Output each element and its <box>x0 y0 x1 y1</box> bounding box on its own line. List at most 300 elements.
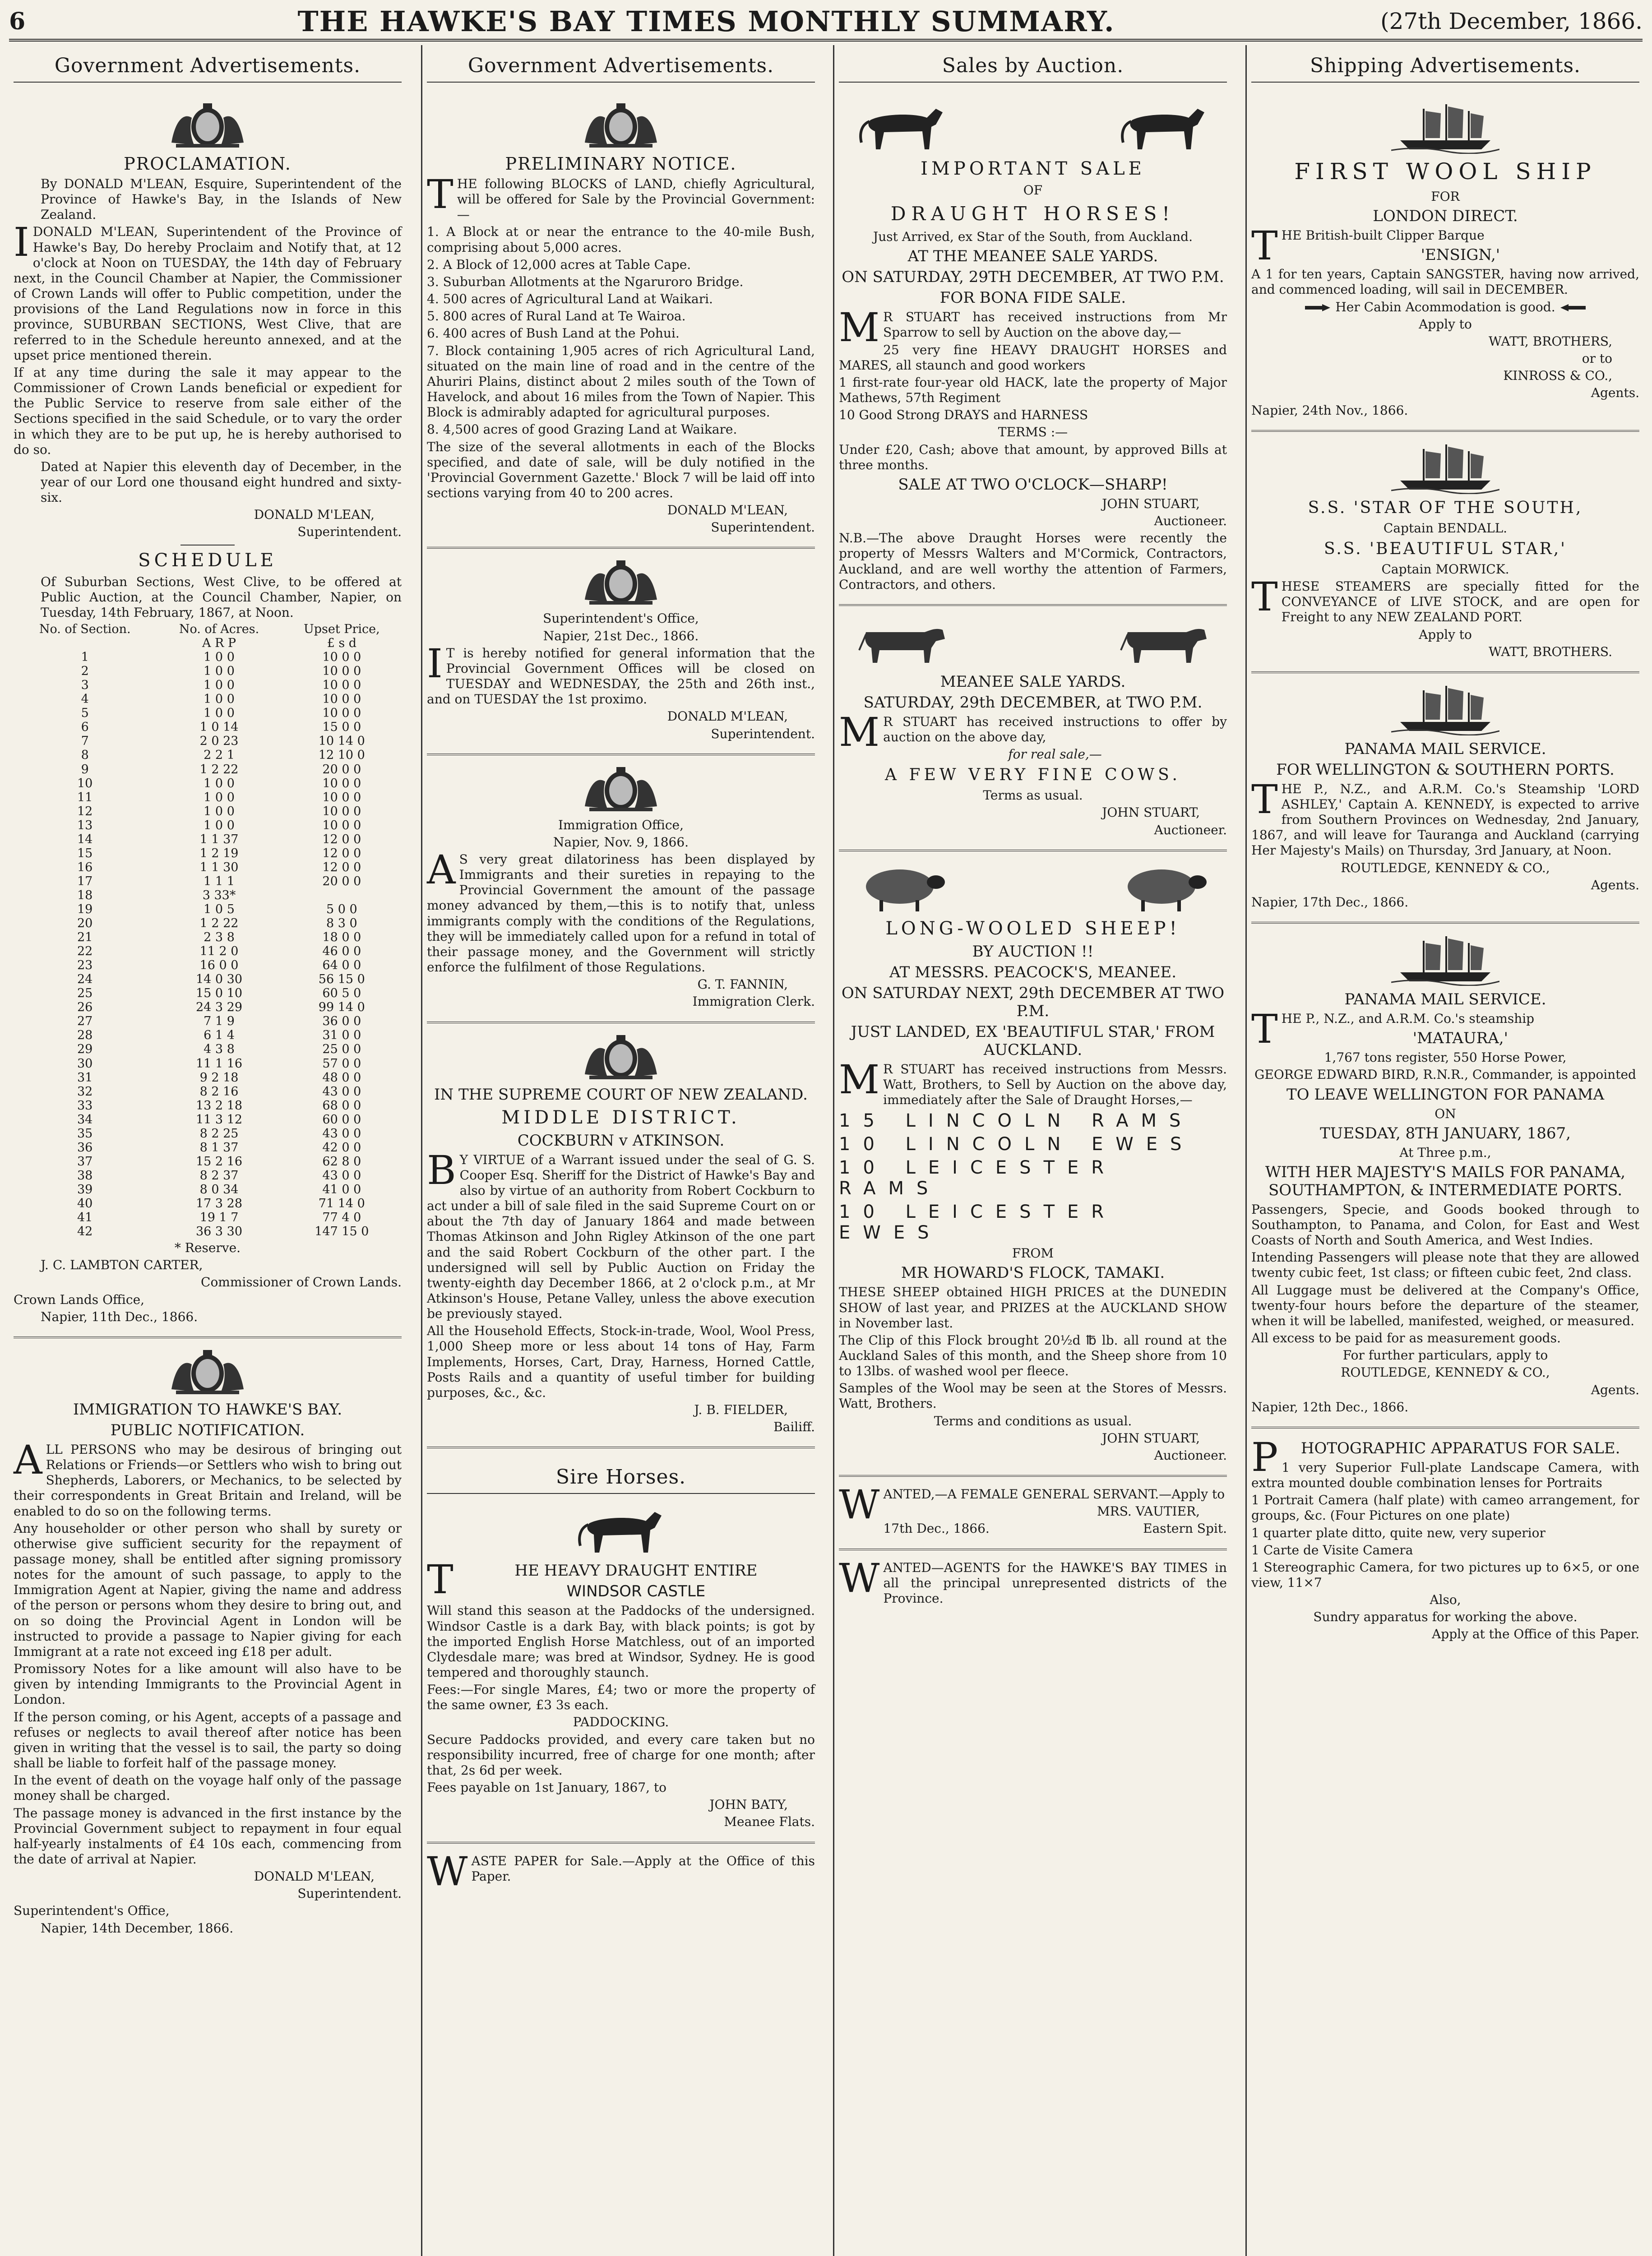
cows-sale-terms: Terms as usual. <box>983 788 1083 803</box>
horse-icon <box>852 100 952 154</box>
sire-horses-advert <box>427 1448 815 1843</box>
schedule-cell-price: 25 0 0 <box>322 1042 361 1057</box>
cows-sale-signature-title: Auctioneer. <box>1154 822 1227 837</box>
wool-ship-agents-label: Agents. <box>1591 385 1639 401</box>
schedule-cell-acres: 1 0 14 <box>199 720 239 735</box>
schedule-cell-section: 6 <box>81 720 89 735</box>
panama-2-tons: 1,767 tons register, 550 Horse Power, <box>1324 1050 1567 1065</box>
schedule-cell-price: 147 15 0 <box>315 1225 369 1239</box>
sheep-sale-date: ON SATURDAY NEXT, 29th DECEMBER AT TWO P.M. <box>841 984 1225 1020</box>
sheep-sale-title: LONG-WOOLED SHEEP! <box>885 918 1180 939</box>
schedule-cell-section: 9 <box>81 762 89 777</box>
schedule-cell-price: 43 0 0 <box>322 1168 361 1183</box>
cows-sale-title: MEANEE SALE YARDS. <box>940 672 1126 691</box>
panama-1-title: PANAMA MAIL SERVICE. <box>1344 740 1546 758</box>
schedule-cell-acres: 8 2 37 <box>199 1168 239 1183</box>
schedule-row <box>14 1141 402 1155</box>
steamship-icon <box>1391 681 1499 735</box>
panama-2-mails: WITH HER MAJESTY'S MAILS FOR PANAMA, SOUTHAMPTON, & INTERMEDIATE PORTS. <box>1265 1163 1626 1199</box>
immigration-signature: DONALD M'LEAN, <box>254 1869 375 1884</box>
draught-horse-sale <box>839 92 1227 606</box>
column-heading: Government Advertisements. <box>14 45 402 83</box>
waste-paper-body: WASTE PAPER for Sale.—Apply at the Office of this Paper. <box>427 1848 815 1895</box>
schedule-cell-acres: 1 0 0 <box>204 678 235 693</box>
schedule-cell-price: 60 5 0 <box>322 986 361 1001</box>
preliminary-item-1: 1. A Block at or near the entrance to the 40-mile Bush, comprising about 5,000 acres. <box>427 224 815 255</box>
schedule-header-price: Upset Price, <box>303 622 380 637</box>
schedule-row <box>14 1071 402 1085</box>
immigration-p1: ALL PERSONS who may be desirous of bringing out Relations or Friends—or Settlers who wish to bring out Shepherds, Laborers, or Mechanics, to be selected by their correspondents in Great Britain and Ireland, will be enabled to do so on the following terms. <box>14 1436 402 1519</box>
schedule-cell-section: 18 <box>77 888 93 902</box>
royal-crest-icon <box>571 100 671 149</box>
schedule-cell-section: 25 <box>77 986 93 1001</box>
preliminary-item-4: 4. 500 acres of Agricultural Land at Waikari. <box>427 291 713 307</box>
sheep-stock-list <box>839 1110 1227 1243</box>
schedule-cell-section: 16 <box>77 860 93 874</box>
schedule-cell-price <box>282 888 402 902</box>
wool-ship-title: FIRST WOOL SHIP <box>1294 158 1596 185</box>
schedule-cell-section: 33 <box>77 1098 93 1113</box>
schedule-cell-acres: 1 1 30 <box>199 860 239 874</box>
schedule-cell-price: 20 0 0 <box>322 762 361 777</box>
horse-icon <box>571 1503 671 1557</box>
schedule-row <box>14 1225 402 1239</box>
panama-mail-2 <box>1251 924 1639 1428</box>
offices-closed-signature: DONALD M'LEAN, <box>667 709 788 724</box>
schedule-cell-acres: 16 0 0 <box>199 958 239 973</box>
panama-2-date: TUESDAY, 8TH JANUARY, 1867, <box>1320 1124 1571 1142</box>
waste-paper-advert <box>427 1844 815 1896</box>
panama-2-apply: For further particulars, apply to <box>1342 1348 1548 1363</box>
wool-ship-for: FOR <box>1431 189 1460 204</box>
schedule-cell-acres: 1 0 0 <box>204 790 235 804</box>
draught-sale-subject: DRAUGHT HORSES! <box>890 203 1175 225</box>
preliminary-item-8: 8. 4,500 acres of good Grazing Land at Waikare. <box>427 422 737 437</box>
schedule-row <box>14 888 402 902</box>
schedule-row <box>14 916 402 930</box>
schedule-cell-section: 21 <box>77 930 93 945</box>
schedule-cell-price: 10 0 0 <box>322 678 361 693</box>
schedule-cell-section: 17 <box>77 874 93 888</box>
wool-ship-date: Napier, 24th Nov., 1866. <box>1251 402 1408 418</box>
schedule-cell-acres: 14 0 30 <box>195 972 243 987</box>
schedule-row <box>14 650 402 664</box>
schedule-cell-price: 10 0 0 <box>322 692 361 707</box>
sheep-sale-body: MR STUART has received instructions from Messrs. Watt, Brothers, to Sell by Auction on the above day, immediately after the Sale of Draught Horses,— <box>839 1056 1227 1108</box>
schedule-row <box>14 832 402 846</box>
schedule-cell-section: 13 <box>77 818 93 832</box>
panama-2-on: ON <box>1435 1106 1456 1121</box>
preliminary-signature: DONALD M'LEAN, <box>667 503 788 518</box>
offices-closed-date: Napier, 21st Dec., 1866. <box>543 628 699 643</box>
schedule-cell-acres: 8 0 34 <box>199 1182 239 1197</box>
immigration-office-notice <box>427 755 815 1023</box>
immigration-subtitle: PUBLIC NOTIFICATION. <box>110 1421 305 1439</box>
issue-date: (27th December, 1866. <box>1380 8 1643 34</box>
sheep-icon <box>1114 860 1213 914</box>
sheep-sale-signature-title: Auctioneer. <box>1154 1447 1227 1463</box>
steamer-1-name: S.S. 'STAR OF THE SOUTH, <box>1308 498 1583 517</box>
schedule-row <box>14 986 402 1000</box>
photographic-apparatus-advert <box>1251 1428 1639 1654</box>
preliminary-title: PRELIMINARY NOTICE. <box>505 154 737 174</box>
schedule-cell-price: 31 0 0 <box>322 1028 361 1043</box>
schedule-cell-acres: 1 2 19 <box>199 846 239 860</box>
schedule-cell-acres: 1 0 0 <box>204 706 235 721</box>
sheep-sale-by: BY AUCTION !! <box>972 942 1094 961</box>
schedule-cell-acres: 1 1 1 <box>204 874 235 888</box>
schedule-signer-title: Commissioner of Crown Lands. <box>201 1275 402 1290</box>
schedule-cell-section: 23 <box>77 958 93 973</box>
proclamation-dated: Dated at Napier this eleventh day of December, in the year of our Lord one thousand eight hundred and sixty-six. <box>41 459 402 505</box>
steamers-body: THESE STEAMERS are specially fitted for the CONVEYANCE of LIVE STOCK, and are open for Freight to any NEW ZEALAND PORT. <box>1251 573 1639 625</box>
photo-title: PHOTOGRAPHIC APPARATUS FOR SALE. <box>1251 1433 1620 1480</box>
steamer-2-name: S.S. 'BEAUTIFUL STAR,' <box>1323 539 1567 558</box>
cows-sale-body: MR STUART has received instructions to offer by auction on the above day, <box>839 708 1227 755</box>
steamship-icon <box>1391 932 1499 986</box>
draught-sale-lot-3: 10 Good Strong DRAYS and HARNESS <box>839 407 1088 423</box>
immigration-office-date: Napier, Nov. 9, 1866. <box>553 834 689 850</box>
schedule-place-date: Napier, 11th Dec., 1866. <box>41 1309 198 1324</box>
wool-ship-cabin <box>1251 300 1639 315</box>
draught-sale-bona: FOR BONA FIDE SALE. <box>939 289 1126 307</box>
wool-ship-agent-2: KINROSS & CO., <box>1503 368 1612 384</box>
preliminary-item-6: 6. 400 acres of Bush Land at the Pohui. <box>427 326 680 341</box>
panama-2-place-date: Napier, 12th Dec., 1866. <box>1251 1399 1409 1415</box>
photo-item: 1 Stereographic Camera, for two pictures up to 6×5, or one view, 11×7 <box>1251 1559 1639 1590</box>
panama-2-ship: 'MATAURA,' <box>1412 1029 1508 1048</box>
draught-sale-lot-2: 1 first-rate four-year old HACK, late the property of Major Mathews, 57th Regiment <box>839 374 1227 406</box>
draught-sale-date: ON SATURDAY, 29TH DECEMBER, AT TWO P.M. <box>842 268 1224 287</box>
immigration-signature-title: Superintendent. <box>297 1886 402 1901</box>
wool-ship-name: 'ENSIGN,' <box>1421 246 1500 264</box>
sire-signature: JOHN BATY, <box>709 1797 788 1812</box>
schedule-signer: J. C. LAMBTON CARTER, <box>41 1257 203 1273</box>
wanted-servant-advert <box>839 1477 1227 1550</box>
schedule-cell-section: 32 <box>77 1084 93 1099</box>
schedule-row <box>14 1155 402 1169</box>
schedule-cell-acres: 7 1 9 <box>204 1014 235 1029</box>
proclamation-notice <box>14 92 402 1338</box>
immigration-p5: In the event of death on the voyage half only of the passage money shall be charged. <box>14 1773 402 1803</box>
schedule-cell-section: 8 <box>81 748 89 763</box>
schedule-cell-section: 1 <box>81 650 89 665</box>
schedule-cell-acres: 17 3 28 <box>195 1196 243 1211</box>
draught-sale-signature: JOHN STUART, <box>1102 496 1200 511</box>
divider <box>180 545 235 546</box>
schedule-cell-price: 42 0 0 <box>322 1140 361 1155</box>
preliminary-item-2: 2. A Block of 12,000 acres at Table Cape. <box>427 257 691 272</box>
schedule-row <box>14 748 402 762</box>
wool-ship-agent-1: WATT, BROTHERS, <box>1489 333 1612 349</box>
schedule-cell-acres: 1 0 0 <box>204 692 235 707</box>
schedule-cell-acres: 9 2 18 <box>199 1070 239 1085</box>
schedule-row <box>14 1014 402 1028</box>
schedule-office: Crown Lands Office, <box>14 1292 145 1307</box>
panama-2-agents-label: Agents. <box>1591 1382 1639 1397</box>
schedule-note: * Reserve. <box>174 1240 241 1256</box>
immigration-p4: If the person coming, or his Agent, accepts of a passage and refuses or neglects to avail thereof after notice has been given in writing that the vessel is to sail, the party so doing shall be liable to forfeit half of the passage money. <box>14 1709 402 1771</box>
schedule-cell-price: 41 0 0 <box>322 1182 361 1197</box>
masthead <box>9 4 1643 42</box>
schedule-cell-price: 57 0 0 <box>322 1056 361 1071</box>
schedule-row <box>14 1042 402 1056</box>
sire-paddocking: PADDOCKING. <box>573 1715 669 1730</box>
court-body: BY VIRTUE of a Warrant issued under the seal of G. S. Cooper Esq. Sheriff for the District of Hawke's Bay and also by virtue of an authority from Robert Cockburn to act under a bill of sale filed in the said Supreme Court on or about the 7th day of January 1864 and made between Thomas Atkinson and John Rigley Atkinson of the one part and the said Robert Cockburn of the other part. I the undersigned will sell by Public Auction on Friday the twenty-eighth day December 1866, at 2 o'clock p.m., at Mr Atkinson's House, Petane Valley, unless the above execution be previously stayed. <box>427 1146 815 1322</box>
schedule-row <box>14 1211 402 1225</box>
schedule-cell-section: 10 <box>77 776 93 791</box>
schedule-cell-section: 41 <box>77 1211 93 1225</box>
panama-mail-1 <box>1251 673 1639 924</box>
schedule-row <box>14 902 402 916</box>
cows-sale-lot: A FEW VERY FINE COWS. <box>885 766 1181 785</box>
schedule-row <box>14 1085 402 1099</box>
schedule-cell-acres: 24 3 29 <box>195 1000 243 1015</box>
schedule-cell-price: 5 0 0 <box>326 902 357 916</box>
schedule-cell-section: 14 <box>77 832 93 846</box>
column-auctions <box>833 45 1231 2256</box>
panama-2-agent: ROUTLEDGE, KENNEDY & CO., <box>1341 1365 1550 1380</box>
photo-item: 1 Carte de Visite Camera <box>1251 1542 1413 1558</box>
column-shipping <box>1245 45 1644 2256</box>
proclamation-body: IDONALD M'LEAN, Superintendent of the Province of Hawke's Bay, Do hereby Proclaim and Notify that, at 12 o'clock at Noon on TUESDAY, the 14th day of February next, in the Council Chamber at Napier, the Commissioner of Crown Lands will offer to Public competition, under the provisions of the Land Regulations now in force in this province, SUBURBAN SECTIONS, West Clive, that are referred to in the Schedule hereunto annexed, and at the upset price mentioned therein. <box>14 219 402 363</box>
preliminary-notice <box>427 92 815 549</box>
immigration-office-signature: G. T. FANNIN, <box>697 977 788 992</box>
schedule-cell-acres: 19 1 7 <box>199 1211 239 1225</box>
schedule-cell-acres: 15 2 16 <box>195 1154 243 1169</box>
draught-sale-of: OF <box>1023 183 1043 198</box>
draught-sale-title: IMPORTANT SALE <box>921 158 1145 179</box>
schedule-cell-price: 10 0 0 <box>322 664 361 679</box>
photo-sundry: Sundry apparatus for working the above. <box>1313 1609 1578 1625</box>
wanted-agents-advert <box>839 1550 1227 1618</box>
column-heading: Shipping Advertisements. <box>1251 45 1639 83</box>
immigration-p2: Any householder or other person who shall by surety or otherwise give sufficient security for the repayment of passage money, shall be entitled after signing promissory notes for the amount of such passage, to apply to the Immigration Agent at Napier, giving the name and address of the person or persons whom they desire to bring out, and on so doing the Provincial Agent in London will be instructed to provide a passage to Napier giving for each Immigrant at a rate not exceed ing £18 per adult. <box>14 1521 402 1659</box>
schedule-cell-price: 62 8 0 <box>322 1154 361 1169</box>
schedule-row <box>14 720 402 734</box>
wool-ship-destination: LONDON DIRECT. <box>1373 207 1518 226</box>
schedule-cell-price: 15 0 0 <box>322 720 361 735</box>
sheep-sale-p3: Samples of the Wool may be seen at the Stores of Messrs. Watt, Brothers. <box>839 1381 1227 1411</box>
panama-2-title: PANAMA MAIL SERVICE. <box>1344 990 1546 1009</box>
sailing-ship-icon <box>1391 100 1499 154</box>
schedule-cell-section: 27 <box>77 1014 93 1029</box>
schedule-cell-acres: 1 0 0 <box>204 650 235 665</box>
pointing-hand-icon <box>1559 302 1587 313</box>
sire-title-line: THE HEAVY DRAUGHT ENTIRE <box>427 1556 758 1603</box>
schedule-cell-acres: 4 3 8 <box>204 1042 235 1057</box>
schedule-cell-section: 22 <box>77 944 93 959</box>
schedule-cell-acres: 1 2 22 <box>199 762 239 777</box>
panama-1-agents-label: Agents. <box>1591 877 1639 892</box>
sheep-sale-p2: The Clip of this Flock brought 20½d ℔ lb. all round at the Auckland Sales of this month, and the Sheep shore from 10 to 13lbs. of washed wool per fleece. <box>839 1332 1227 1379</box>
schedule-unit-acres: A R P <box>202 636 236 651</box>
panama-1-body: THE P., N.Z., and A.R.M. Co.'s Steamship 'LORD ASHLEY,' Captain A. KENNEDY, is expected to arrive from Southern Provinces on Wednesday, 2nd January, 1867, and will leave for Tauranga and Auckland (carrying Her Majesty's Mails) on Thursday, 3rd January, at Noon. <box>1251 776 1639 858</box>
steamers-advert <box>1251 432 1639 673</box>
sheep-sale-p1: THESE SHEEP obtained HIGH PRICES at the DUNEDIN SHOW of last year, and PRIZES at the AUCKLAND SHOW in November last. <box>839 1285 1227 1331</box>
newspaper-title: THE HAWKE'S BAY TIMES MONTHLY SUMMARY. <box>297 5 1115 38</box>
schedule-cell-acres: 11 1 16 <box>195 1056 243 1071</box>
sheep-icon <box>852 860 952 914</box>
wanted-servant-place: Eastern Spit. <box>1143 1521 1227 1536</box>
schedule-cell-section: 26 <box>77 1000 93 1015</box>
schedule-cell-acres: 1 1 37 <box>199 832 239 846</box>
draught-sale-terms: Under £20, Cash; above that amount, by approved Bills at three months. <box>839 442 1227 472</box>
offices-closed-signature-title: Superintendent. <box>711 726 815 741</box>
schedule-cell-acres: 1 0 5 <box>204 902 235 916</box>
wanted-servant-footer <box>883 1521 1227 1536</box>
wool-ship-or: or to <box>1582 351 1612 366</box>
panama-2-leave: TO LEAVE WELLINGTON FOR PANAMA <box>1286 1085 1605 1104</box>
preliminary-signature-title: Superintendent. <box>711 520 815 535</box>
proclamation-signature: DONALD M'LEAN, <box>254 507 375 522</box>
schedule-cell-acres: 1 0 0 <box>204 776 235 791</box>
schedule-row <box>14 734 402 748</box>
schedule-row <box>14 1000 402 1014</box>
immigration-notice <box>14 1338 402 1948</box>
panama-2-commander: GEORGE EDWARD BIRD, R.N.R., Commander, is appointed <box>1254 1067 1636 1082</box>
wool-ship-apply: Apply to <box>1419 316 1472 332</box>
panama-2-p4: All excess to be paid for as measurement goods. <box>1251 1331 1561 1346</box>
wanted-agents-body: WANTED—AGENTS for the HAWKE'S BAY TIMES in all the principal unrepresented districts of the Province. <box>839 1554 1227 1606</box>
schedule-cell-price: 10 0 0 <box>322 706 361 721</box>
schedule-cell-section: 2 <box>81 664 89 679</box>
photo-item: 1 very Superior Full-plate Landscape Camera, with extra mounted double combination lenses for Portraits <box>1251 1460 1639 1491</box>
column-heading: Sales by Auction. <box>839 45 1227 83</box>
schedule-cell-acres: 8 2 16 <box>199 1084 239 1099</box>
schedule-table-body <box>14 650 402 1239</box>
preliminary-intro: THE following BLOCKS of LAND, chiefly Agricultural, will be offered for Sale by the Provincial Government:— <box>427 171 815 222</box>
schedule-cell-section: 42 <box>77 1225 93 1239</box>
schedule-row <box>14 1113 402 1127</box>
steamers-apply: Apply to <box>1419 627 1472 642</box>
schedule-cell-price: 77 4 0 <box>322 1211 361 1225</box>
schedule-cell-acres: 3 33* <box>202 888 236 902</box>
schedule-row <box>14 664 402 678</box>
schedule-cell-section: 5 <box>81 706 89 721</box>
schedule-cell-acres: 15 0 10 <box>195 986 243 1001</box>
column-heading: Government Advertisements. <box>427 45 815 83</box>
schedule-cell-section: 20 <box>77 916 93 931</box>
preliminary-item-3: 3. Suburban Allotments at the Ngaruroro Bridge. <box>427 274 744 289</box>
schedule-row <box>14 1028 402 1042</box>
schedule-cell-section: 11 <box>77 790 93 804</box>
photo-item: 1 quarter plate ditto, quite new, very superior <box>1251 1525 1546 1540</box>
panama-2-body: THE P., N.Z., and A.R.M. Co.'s steamship <box>1251 1006 1535 1053</box>
cow-icon <box>852 614 952 668</box>
schedule-cell-section: 30 <box>77 1056 93 1071</box>
schedule-cell-acres: 1 0 0 <box>204 664 235 679</box>
schedule-cell-acres: 2 2 1 <box>204 748 235 763</box>
panama-1-date: Napier, 17th Dec., 1866. <box>1251 894 1409 910</box>
immigration-place-date: Napier, 14th December, 1866. <box>41 1920 234 1936</box>
immigration-office-body: AS very great dilatoriness has been displayed by Immigrants and their sureties in repaying to the Provincial Government the amount of the passage money advanced by them,—this is to notify that, unless immigrants comply with the conditions of the Regulations, they will be immediately called upon for a refund in total of their passage money, and the Government will strictly enforce the fulfilment of those Regulations. <box>427 846 815 975</box>
schedule-cell-price: 36 0 0 <box>322 1014 361 1029</box>
proclamation-title: PROCLAMATION. <box>124 154 292 174</box>
photo-apply: Apply at the Office of this Paper. <box>1432 1627 1639 1642</box>
draught-sale-signature-title: Auctioneer. <box>1154 513 1227 529</box>
royal-crest-icon <box>571 763 671 813</box>
schedule-cell-acres: 1 0 0 <box>204 804 235 818</box>
schedule-cell-acres: 36 3 30 <box>195 1225 243 1239</box>
immigration-office-name: Immigration Office, <box>558 817 684 832</box>
draught-sale-time: SALE AT TWO O'CLOCK—SHARP! <box>898 475 1168 494</box>
court-notice <box>427 1023 815 1449</box>
schedule-cell-price: 43 0 0 <box>322 1126 361 1141</box>
schedule-row <box>14 1057 402 1071</box>
schedule-row <box>14 1127 402 1141</box>
schedule-cell-price: 12 0 0 <box>322 860 361 874</box>
schedule-cell-price: 60 0 0 <box>322 1112 361 1127</box>
schedule-row <box>14 860 402 874</box>
schedule-cell-section: 15 <box>77 846 93 860</box>
draught-sale-venue: AT THE MEANEE SALE YARDS. <box>907 247 1158 266</box>
schedule-row <box>14 818 402 832</box>
draught-sale-body: MR STUART has received instructions from Mr Sparrow to sell by Auction on the above day,— <box>839 304 1227 351</box>
schedule-row <box>14 706 402 720</box>
schedule-cell-price: 20 0 0 <box>322 874 361 888</box>
offices-closed-notice <box>427 549 815 755</box>
sheep-sale-from: FROM <box>1012 1246 1054 1261</box>
schedule-cell-price: 18 0 0 <box>322 930 361 945</box>
immigration-title: IMMIGRATION TO HAWKE'S BAY. <box>73 1400 342 1419</box>
cows-sale <box>839 606 1227 851</box>
schedule-cell-section: 19 <box>77 902 93 916</box>
schedule-cell-acres: 1 0 0 <box>204 818 235 832</box>
immigration-office: Superintendent's Office, <box>14 1903 170 1919</box>
sire-body: Will stand this season at the Paddocks of the undersigned. Windsor Castle is a dark Bay, with black points; is got by the imported English Horse Matchless, out of an imported Clydesdale mare; was bred at Windsor, Sydney. He is good tempered and thoroughly staunch. <box>427 1603 815 1680</box>
court-case: COCKBURN v ATKINSON. <box>517 1131 725 1150</box>
sire-horse-name: WINDSOR CASTLE <box>566 1582 706 1601</box>
column-government-2 <box>421 45 819 2256</box>
preliminary-item-5: 5. 800 acres of Rural Land at Te Wairoa. <box>427 309 686 324</box>
royal-crest-icon <box>158 100 257 149</box>
preliminary-closing: The size of the several allotments in each of the Blocks specified, and date of sale, will be duly notified in the 'Provincial Government Gazette.' Block 7 will be laid off into sections varying from 40 to 200 acres. <box>427 439 815 500</box>
draught-sale-terms-head: TERMS :— <box>998 425 1068 440</box>
schedule-row <box>14 678 402 692</box>
pointing-hand-icon <box>1304 302 1331 313</box>
schedule-cell-section: 12 <box>77 804 93 818</box>
sire-horses-heading: Sire Horses. <box>427 1456 815 1494</box>
schedule-cell-price: 48 0 0 <box>322 1070 361 1085</box>
sire-paddocking-body: Secure Paddocks provided, and every care taken but no responsibility incurred, free of charge for one month; after that, 2s 6d per week. <box>427 1732 815 1778</box>
schedule-cell-section: 38 <box>77 1168 93 1183</box>
schedule-cell-acres: 2 0 23 <box>199 734 239 749</box>
sheep-sale-flock: MR HOWARD'S FLOCK, TAMAKI. <box>901 1264 1165 1282</box>
preliminary-item-7: 7. Block containing 1,905 acres of rich Agricultural Land, situated on the main line of road and in the centre of the Ahuriri Plains, distinct about 2 miles south of the Town of Havelock, and about 16 miles from the Town of Napier. This Block is admirably adapted for agricultural purposes. <box>427 343 815 420</box>
schedule-cell-price: 68 0 0 <box>322 1098 361 1113</box>
offices-closed-office: Superintendent's Office, <box>543 611 699 626</box>
sire-fees: Fees:—For single Mares, £4; two or more the property of the same owner, £3 3s each. <box>427 1682 815 1713</box>
proclamation-intro: By DONALD M'LEAN, Esquire, Superintendent of the Province of Hawke's Bay, in the Islands of New Zealand. <box>41 176 402 222</box>
sire-payable: Fees payable on 1st January, 1867, to <box>427 1780 667 1795</box>
panama-2-time: At Three p.m., <box>1399 1145 1491 1160</box>
schedule-row <box>14 846 402 860</box>
schedule-row <box>14 777 402 791</box>
immigration-p3: Promissory Notes for a like amount will also have to be given by intending Immigrants to the Provincial Agent in London. <box>14 1661 402 1707</box>
page-number: 6 <box>9 7 26 35</box>
schedule-cell-price: 12 0 0 <box>322 846 361 860</box>
wool-ship-cabin-text: Her Cabin Acommodation is good. <box>1335 299 1555 314</box>
schedule-cell-acres: 13 2 18 <box>195 1098 243 1113</box>
royal-crest-icon <box>158 1346 257 1396</box>
schedule-cell-price: 71 14 0 <box>318 1196 365 1211</box>
schedule-cell-acres: 11 3 12 <box>195 1112 243 1127</box>
schedule-cell-section: 29 <box>77 1042 93 1057</box>
sheep-stock-item: 10 LEICESTER EWES <box>839 1202 1117 1244</box>
schedule-subtitle: Of Suburban Sections, West Clive, to be offered at Public Auction, at the Council Chamber, Napier, on Tuesday, 14th February, 1867, at Noon. <box>41 574 402 620</box>
schedule-cell-section: 24 <box>77 972 93 987</box>
